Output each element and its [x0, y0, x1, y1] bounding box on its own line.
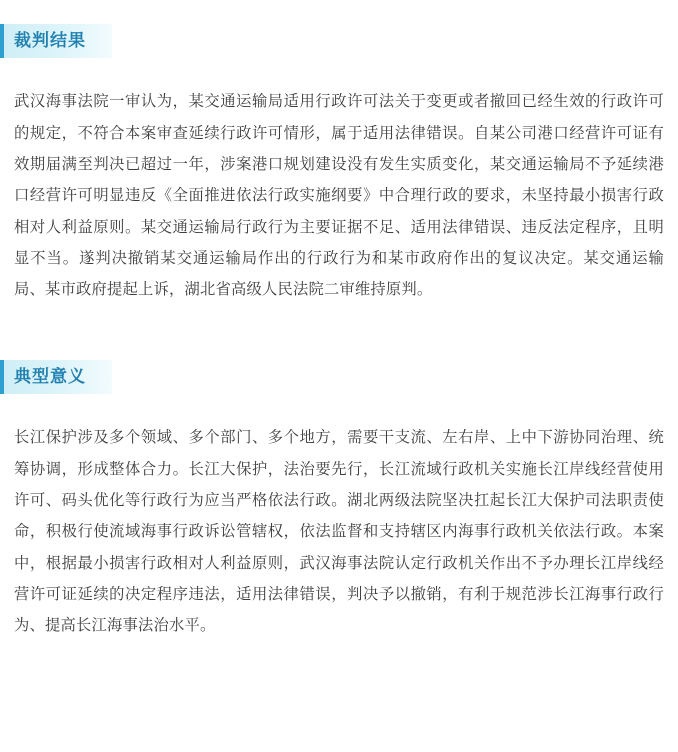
- paragraph-typical-significance: 长江保护涉及多个领域、多个部门、多个地方，需要干支流、左右岸、上中下游协同治理、统筹协调，形成整体合力。长江大保护，法治要先行，长江流域行政机关实施长江岸线经营使用许可、码头优化等行政行为应当严格依法行政。湖北两级法院坚决扛起长江大保护司法职责使命，积极行使流域海事行政诉讼管辖权，依法监督和支持辖区内海事行政机关依法行政。本案中，根据最小损害行政相对人利益原则，武汉海事法院认定行政机关作出不予办理长江岸线经营许可证延续的决定程序违法，适用法律错误，判决予以撤销，有利于规范涉长江海事行政行为、提高长江海事法治水平。: [14, 429, 664, 635]
- section-header-judgment-result: [0, 12, 678, 58]
- section-title-judgment-result: 裁判结果: [0, 24, 112, 58]
- section-typical-significance: [0, 348, 678, 650]
- section-title-typical-significance: 典型意义: [0, 360, 112, 394]
- section-header-typical-significance: [0, 348, 678, 394]
- bottom-spacer: [0, 650, 678, 660]
- section-body-typical-significance: [0, 412, 678, 649]
- section-judgment-result: [0, 12, 678, 314]
- section-body-judgment-result: [0, 76, 678, 313]
- section-gap: [0, 314, 678, 348]
- top-spacer: [0, 0, 678, 12]
- header-body-gap-2: [0, 394, 678, 412]
- header-body-gap: [0, 58, 678, 76]
- paragraph-judgment-result: 武汉海事法院一审认为，某交通运输局适用行政许可法关于变更或者撤回已经生效的行政许可的规定，不符合本案审查延续行政许可情形，属于适用法律错误。自某公司港口经营许可证有效期届满至判决已超过一年，涉案港口规划建设没有发生实质变化，某交通运输局不予延续港口经营许可明显违反《全面推进依法行政实施纲要》中合理行政的要求，未坚持最小损害行政相对人利益原则。某交通运输局行政行为主要证据不足、适用法律错误、违反法定程序，且明显不当。遂判决撤销某交通运输局作出的行政行为和某市政府作出的复议决定。某交通运输局、某市政府提起上诉，湖北省高级人民法院二审维持原判。: [14, 93, 664, 299]
